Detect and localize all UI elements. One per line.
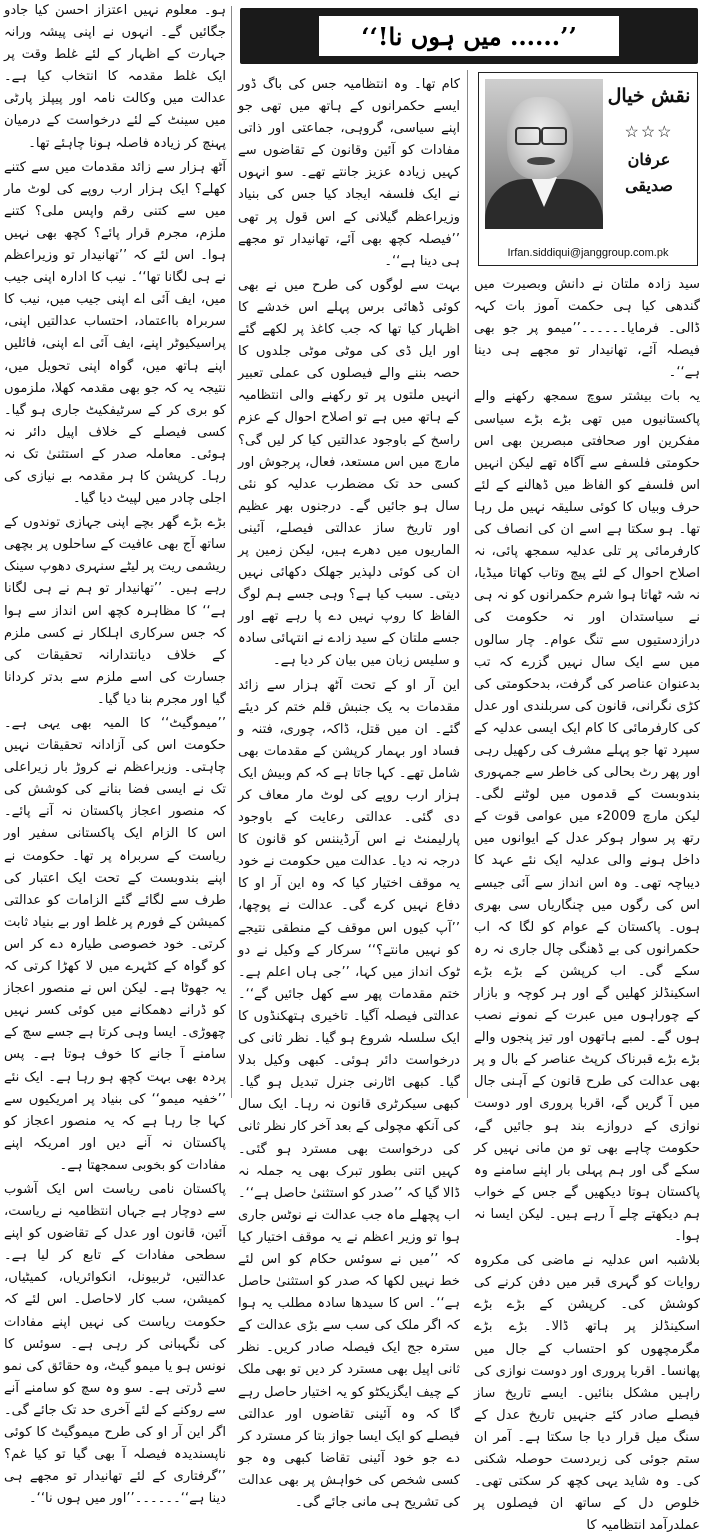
paragraph: آٹھ ہزار سے زائد مقدمات میں سے کتنے کھلے؟ ایک ہزار ارب روپے کی لوٹ مار میں سے کتنی رقم واپس ملی؟ کتنے ملزم، مجرم قرار پائے؟ کچھ بھی نہیں ہوا۔ اس لئے کہ ’’تھانیدار تو وزیراعظم نے ہی لگانا تھا‘‘۔ نیب کا ادارہ اپنی جیب میں، ایف آئی اے اپنی جیب میں، نیب کا سربراہ بااعتماد، احتساب عدالتیں اپنی، پراسیکیوٹر اپنے، ایف آئی اے اپنی، فائلیں اپنے ہاتھ میں، گواہ اپنی تحویل میں، نتیجہ یہ کہ جو بھی مقدمہ کھلا، ملزموں کو بری کر کے سرٹیفکیٹ جاری ہو گیا۔ کسی فیصلے کے خلاف اپیل دائر نہ ہوئی۔ معاملہ صدر کے استثنیٰ تک نہ رہا۔ کرپشن کا ہر مقدمہ بے نیازی کی اجلی چادر میں لپیٹ دیا گیا۔ xyxy=(4,159,226,507)
paragraph: سید زادہ ملتان نے دانش وبصیرت میں گندھی کیا ہی حکمت آموز بات کہہ ڈالی۔ فرمایا۔۔۔۔۔۔’’میمو پر جو بھی فیصلہ آئے، تھانیدار تو مجھے ہی دینا ہے‘‘۔ xyxy=(474,277,700,381)
byline-text xyxy=(607,81,691,199)
paragraph: بلاشبہ اس عدلیہ نے ماضی کی مکروہ روایات کو گہری قبر میں دفن کرنے کی کوشش کی۔ کرپشن کے بڑے بڑے اسکینڈلز پر ہاتھ ڈالا۔ بڑے بڑے مگرمچھوں کو احتساب کے جال میں پھانسا۔ اقربا پروری اور دوست نوازی کی راہیں مشکل بنائیں۔ ایسے تاریخ ساز فیصلے صادر کئے جنہیں تاریخ عدل کے سنگ میل قرار دیا جا سکتا ہے۔ آمر ان ستم جوئی کی زبردست حوصلہ شکنی کی۔ وہ شاید یہی کچھ کر سکتی تھی۔ خلوص دل کے ساتھ ان فیصلوں پر عملدرآمد انتظامیہ کا xyxy=(474,1253,700,1534)
byline-box xyxy=(478,72,698,266)
author-name: عرفان صدیقی xyxy=(625,150,673,195)
paragraph: ’’میموگیٹ‘‘ کا المیہ بھی یہی ہے۔ حکومت اس کی آزادانہ تحقیقات نہیں چاہتی۔ وزیراعظم نے کروڑ بار زیراعلی تک نے ایسی فضا بنانے کی کوشش کی کہ منصور اعجاز پاکستان نہ آنے پائے۔ اس کا الزام ایک پاکستانی سفیر اور ریاست کے سربراہ پر تھا۔ حکومت نے اپنے بندوبست کے تحت ایک اعتبار کی طرف سے لگائے گئے الزامات کو عدالتی کمیشن کے فورم پر غلط اور بے بنیاد ثابت کرتی۔ خود خصوصی طیارہ دے کر اس کو گواہ کے کٹہرے میں لا کھڑا کرتی کہ یہ جھوٹا ہے۔ لیکن اس نے منصور اعجاز کو ڈرانے دھمکانے میں کوئی کسر نہیں چھوڑی۔ ایسا وہی کرتا ہے جسے سچ کے سامنے آ جانے کا خوف ہوتا ہے۔ پس پردہ بھی بہت کچھ ہو رہا ہے۔ ایک نئے ’’خفیہ میمو‘‘ کی بنیاد پر امریکیوں سے کہا جا رہا ہے کہ یہ منصور اعجاز کو پاکستان نہ آنے دیں اور امریکہ اپنے مفادات کو بخوبی سمجھتا ہے۔ xyxy=(4,716,226,1173)
paragraph: بڑے بڑے گھر بچے اپنی جہازی توندوں کے ساتھ آج بھی عافیت کے ساحلوں پر بچھی ریشمی ریت پر لیٹے سنہری دھوپ سینک رہے ہیں۔ ’’تھانیدار تو ہم نے ہی لگانا ہے‘‘ کا مظاہرہ کچھ اس انداز سے ہوا کہ جس سرکاری اہلکار نے کسی ملزم کے خلاف دیانتدارانہ تحقیقات کی جسارت کی اسے ملزم سے بدتر کردانا گیا اور مجرم بنا دیا گیا۔ xyxy=(4,515,226,707)
headline-banner xyxy=(240,8,698,64)
column-divider xyxy=(467,70,468,1098)
paragraph: ہو۔ معلوم نہیں اعتزاز احسن کیا جادو جگائیں گے۔ انہوں نے اپنی پیشہ ورانہ جہارت کے اظہار کے لئے غلط وقت پر ایک غلط مقدمہ کا انتخاب کیا ہے۔ عدالت میں وکالت نامہ اور پیپلز پارٹی میں سینٹ کے لئے درخواست کے درمیان پہنچ کر زیادہ فاصلہ ہونا چاہئے تھا۔ xyxy=(4,3,226,151)
author-photo xyxy=(485,79,603,229)
author-email[interactable]: Irfan.siddiqui@janggroup.com.pk xyxy=(507,247,669,259)
headline: ’’...... میں ہوں نا!‘‘ xyxy=(319,16,619,56)
article-column-right xyxy=(474,274,700,1534)
paragraph: کام تھا۔ وہ انتظامیہ جس کی باگ ڈور ایسے حکمرانوں کے ہاتھ میں تھی جو اپنے سیاسی، گروہی، جماعتی اور ذاتی مفادات کو آئین وقانون کے تقاضوں سے کہیں زیادہ عزیز جانتے تھے۔ سو انہوں نے ایک فلسفہ ایجاد کیا جس کی بنیاد وزیراعظم گیلانی کے اس قول پر تھی ’’فیصلہ کچھ بھی آئے، تھانیدار تو مجھے ہی دینا ہے‘‘۔ xyxy=(238,77,460,269)
star-icons: ☆☆☆ xyxy=(624,122,674,141)
column-divider xyxy=(231,6,232,1098)
paragraph: بہت سے لوگوں کی طرح میں نے بھی کوئی ڈھائی برس پہلے اس خدشے کا اظہار کیا تھا کہ جب کاغذ پر لکھے گئے اور ایل ڈی کی موٹی موٹی جلدوں کا حصہ بننے والے فیصلوں کی عملی تعبیر انہیں ملتوں پر تو رکھنے والی انتظامیہ کے ہاتھ میں ہے تو اصلاح احوال کے عزم راسخ کے باوجود عدالتیں کیا کر لیں گی؟ مارچ میں اس مستعد، فعال، پرجوش اور کسی حد تک مضطرب عدلیہ کو نئی سال ہو جائیں گے۔ درجنوں بھر عظیم اور تاریخ ساز عدالتی فیصلے، آئینی الماریوں میں دھرے ہیں، لیکن زمین پر ان کی کوئی دلپذیر جھلک دکھائی نہیں دیتی۔ سبب کیا ہے؟ وہی جسے ہم لوگ الفاظ کا روپ نہیں دے پا رہے تھے اور جسے ملتان کے سید زادے نے انتہائی سادہ و سلیس زبان میں بیان کر دیا ہے۔ xyxy=(238,277,460,669)
paragraph: این آر او کے تحت آٹھ ہزار سے زائد مقدمات بہ یک جنبش قلم ختم کر دیئے گئے۔ ان میں قتل، ڈاکہ، چوری، فتنہ و فساد اور بہمار کرپشن کے مقدمات بھی شامل تھے۔ کہا جاتا ہے کہ کم وبیش ایک ہزار ارب روپے کی لوٹ مار معاف کر دی گئی۔ عدالتی رعایت کے باوجود پارلیمنٹ نے اس آرڈیننس کو قانون کا درجہ نہ دیا۔ عدالت میں حکومت نے خود یہ موقف اختیار کیا کہ وہ این آر او کا دفاع نہیں کرے گی۔ عدالت نے پوچھا، ’’آپ کیوں اس موقف کے منطقی نتیجے کو نہیں مانتے؟‘‘ سرکار کے وکیل نے دو ٹوک انداز میں کہا، ’’جی ہاں اعلم ہے۔ ختم مقدمات پھر سے کھل جائیں گے‘‘۔ عدالتی فیصلہ آگیا۔ تاخیری ہتھکنڈوں کا ایک سلسلہ شروع ہو گیا۔ نظر ثانی کی درخواست دائر ہوئی۔ کبھی وکیل بدلا گیا۔ کبھی اٹارنی جنرل تبدیل ہو گیا۔ کبھی سیکرٹری قانون نہ رہا۔ ایک سال کی آنکھ مچولی کے بعد آخر کار نظر ثانی کی درخواست بھی مسترد ہو گئی۔ کہیں اتنی بطور تبرک بھی یہ جملہ نہ ڈالا گیا کہ ’’صدر کو استثنیٰ حاصل ہے‘‘۔ اب پچھلے ماہ جب عدالت نے نوٹس جاری ہوا تو وزیر اعظم نے یہ موقف اختیار کیا کہ ’’میں نے سوئس حکام کو اس لئے خط نہیں لکھا کہ صدر کو استثنیٰ حاصل ہے‘‘۔ اس کا سیدھا سادہ مطلب یہ ہوا کہ اگر ملک کی سب سے بڑی عدالت کے سترہ جج ایک فیصلہ صادر کریں۔ نظر ثانی اپیل بھی مسترد کر دیں تو بھی ملک کے چیف ایگزیکٹو کو یہ اختیار حاصل رہے گا کہ وہ آئینی تقاضوں اور عدالتی فیصلے کو ایک ایسا جواز بتا کر مسترد کر دے جو خود آئینی تقاضا کبھی وہ جو کسی شخص کی خواہش پر بھی عدالت کی تشریح ہی مانی جائے گی۔ xyxy=(238,677,460,1510)
article-column-left xyxy=(4,0,226,1507)
article-column-middle xyxy=(238,74,460,1510)
paragraph: پاکستان نامی ریاست اس ایک آشوب سے دوچار ہے جہاں انتظامیہ نے ریاست، آئین، قانون اور عدل کے تقاضوں کو اپنے سطحی مفادات کے تابع کر لیا ہے۔ عدالتیں، ٹربیونل، انکوائریاں، کمیٹیاں، کمیشن، سب کار لاحاصل۔ اس لئے کہ حکومت ریاست کی نہیں اپنے مفادات کی نگہبانی کر رہی ہے۔ سوئس کا نونس ہو یا میمو گیٹ، وہ حقائق کی نمو سے ڈرتی ہے۔ سو وہ سچ کو سامنے آنے سے روکنے کے لئے آخری حد تک جائے گی۔ اگر این آر او کی طرح میموگیٹ کا کوئی ناپسندیدہ فیصلہ آ بھی گیا تو کیا غم؟ ’’گرفتاری کے لئے تھانیدار تو مجھے ہی دینا ہے‘‘۔۔۔۔۔۔’’اور میں ہوں نا‘‘۔ xyxy=(4,1181,226,1507)
paragraph: یہ بات بیشتر سوچ سمجھ رکھنے والے پاکستانیوں میں تھی بڑے بڑے سیاسی مفکرین اور صحافتی مبصرین بھی اس حکومتی فلسفے سے آگاہ تھے لیکن انہیں اس فلسفے کو الفاظ میں ڈھالنے کے لئے حرف وبیاں کا کوئی سلیقہ نہیں مل رہا تھا۔ ہو سکتا ہے اسے ان کی انصاف کی کارفرمائی پر تلی عدلیہ سمجھ پائی، نہ اصلاح احوال کے لئے پیچ وتاب کھاتا میڈیا، نہ شہ ٹھاتا ہوا شرم حکمرانوں کو نہ ہی نے سیاستدان اور نہ حکومت کی درازدستیوں سے تنگ عوام۔ چار سالوں میں سے ایک سال نہیں گزرے کہ تب بدعنوان عناصر کی گرفت، بدحکومتی کی کڑی نگرانی، قانون کی سربلندی اور عدل کی کارفرمائی کا کام ایک ایسی عدلیہ کے سپرد تھا جو پہلے مشرف کی رکھیل رہی اور پھر رٹ بحالی کی خاطر سے جمہوری بندوبست کے قدموں میں لوٹنے لگی۔ لیکن مارچ 2009ء میں عوامی قوت کے رتھ پر سوار ہوکر عدل کے ایوانوں میں داخل ہونے والی عدلیہ ایک نئے عہد کا دیباچہ تھی۔ وہ اس انداز سے آئی جیسے اس کی رگوں میں چنگاریاں سی بھری ہوں۔ پاکستان کے عوام کو لگا کہ اب حکمرانوں کی بے ڈھنگی چال جاری نہ رہ سکے گی۔ اب کرپشن کے بڑے بڑے اسکینڈلز کھلیں گے اور ہر کوچہ و بازار کے چوراہوں میں عبرت کے نمونے نصب ہوں گے۔ لمبے ہاتھوں اور تیز پنجوں والے بڑے بڑے قبرناک کرپٹ عناصر کے بال و پر بھی عدالت کی طرح قانون کے آہنی جال میں آ گریں گے، اقربا پروری اور دوست نوازی کے دروازے بند ہو جائیں گے، حکومت چاہے بھی تو من مانی نہیں کر سکے گی اور ہم پہلی بار اپنے سامنے وہ پاکستان ہوتا دیکھیں گے جس کے خواب ہم دیکھتے چلے آ رہے ہیں۔ لیکن ایسا نہ ہوا۔ xyxy=(474,389,700,1245)
column-series-title: نقش خیال xyxy=(607,85,691,107)
